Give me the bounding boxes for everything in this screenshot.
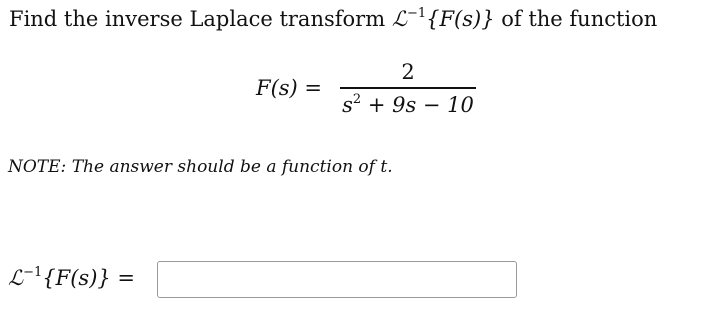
answer-inverse-superscript: −1 [23,265,43,280]
prompt-argument: {F(s)} [426,7,495,31]
inverse-superscript: −1 [406,6,427,21]
note-text: NOTE: The answer should be a function of t. [8,157,393,177]
answer-label [8,263,135,293]
equation-lhs: F(s) = [256,76,323,100]
fraction-denominator [340,91,476,119]
prompt-text-before: Find the inverse Laplace transform [9,7,392,31]
answer-argument: {F(s)} = [42,266,136,290]
fraction-numerator: 2 [401,60,415,84]
denominator-exponent: 2 [352,91,362,107]
answer-laplace-operator: ℒ [8,266,24,290]
laplace-operator: ℒ [391,7,407,31]
prompt-text-after: of the function [494,7,658,31]
answer-input[interactable] [157,261,517,298]
equation-fraction [340,58,476,119]
fraction-bar [340,87,476,89]
question-prompt [9,4,657,34]
denominator-rest: + 9s − 10 [361,92,474,117]
denominator-variable: s [342,92,353,117]
